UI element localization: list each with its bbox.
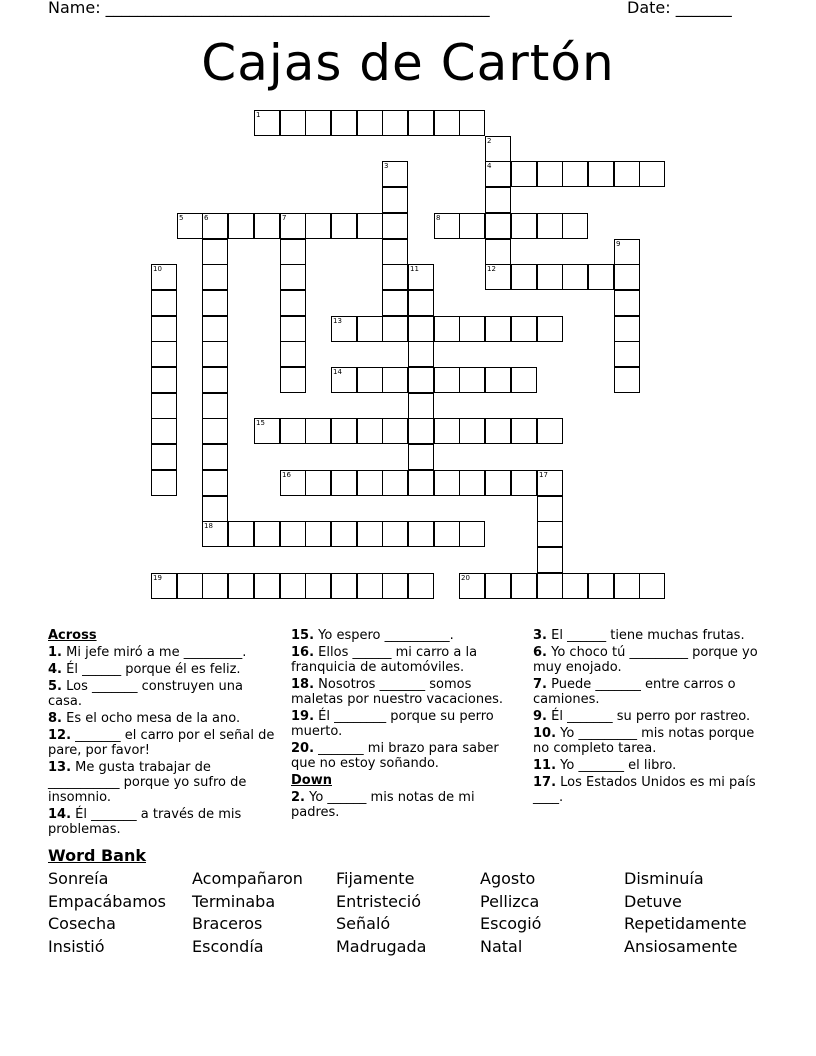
clue-across-15: 15. Yo espero __________. [291, 628, 454, 643]
grid-cell[interactable] [434, 418, 460, 444]
grid-cell[interactable] [202, 444, 228, 470]
grid-cell[interactable] [459, 573, 485, 599]
grid-cell[interactable] [408, 367, 434, 393]
grid-cell[interactable] [434, 316, 460, 342]
grid-cell[interactable] [202, 470, 228, 496]
grid-cell[interactable] [485, 316, 511, 342]
grid-cell[interactable] [202, 367, 228, 393]
grid-cell[interactable] [151, 393, 177, 419]
word-bank-item: Detuve [624, 892, 682, 911]
word-bank-item: Braceros [192, 914, 263, 933]
clue-number: 19 [153, 574, 162, 582]
word-bank-item: Cosecha [48, 914, 116, 933]
grid-cell[interactable] [382, 239, 408, 265]
grid-cell[interactable] [177, 213, 203, 239]
grid-cell[interactable] [254, 573, 280, 599]
clue-across-20: 20. _______ mi brazo para saber que no estoy soñando. [291, 741, 499, 771]
word-bank-item: Insistió [48, 937, 105, 956]
grid-cell[interactable] [408, 444, 434, 470]
grid-cell[interactable] [408, 316, 434, 342]
grid-cell[interactable] [382, 367, 408, 393]
grid-cell[interactable] [434, 470, 460, 496]
grid-cell[interactable] [434, 110, 460, 136]
grid-cell[interactable] [459, 470, 485, 496]
grid-cell[interactable] [408, 393, 434, 419]
grid-cell[interactable] [331, 110, 357, 136]
grid-cell[interactable] [588, 161, 614, 187]
grid-cell[interactable] [537, 496, 563, 522]
word-bank-item: Entristeció [336, 892, 422, 911]
grid-cell[interactable] [331, 418, 357, 444]
grid-cell[interactable] [537, 418, 563, 444]
grid-cell[interactable] [382, 161, 408, 187]
grid-cell[interactable] [537, 573, 563, 599]
clue-number: 8 [436, 214, 441, 222]
clue-across-18: 18. Nosotros _______ somos maletas por nuestro vacaciones. [291, 677, 504, 707]
grid-cell[interactable] [485, 367, 511, 393]
grid-cell[interactable] [639, 573, 665, 599]
grid-cell[interactable] [382, 187, 408, 213]
grid-cell[interactable] [305, 470, 331, 496]
grid-cell[interactable] [357, 213, 383, 239]
clue-across-14: 14. Él _______ a través de mis problemas. [48, 807, 242, 837]
clue-down-2: 2. Yo ______ mis notas de mi padres. [291, 790, 475, 820]
grid-cell[interactable] [305, 418, 331, 444]
grid-cell[interactable] [382, 573, 408, 599]
word-bank-item: Agosto [480, 869, 536, 888]
grid-cell[interactable] [357, 573, 383, 599]
grid-cell[interactable] [562, 161, 588, 187]
grid-cell[interactable] [228, 213, 254, 239]
grid-cell[interactable] [485, 418, 511, 444]
grid-cell[interactable] [485, 239, 511, 265]
grid-cell[interactable] [331, 521, 357, 547]
grid-cell[interactable] [331, 213, 357, 239]
grid-cell[interactable] [254, 521, 280, 547]
clues-column-3 [533, 628, 761, 807]
grid-cell[interactable] [228, 521, 254, 547]
word-bank-item: Empacábamos [48, 892, 166, 911]
grid-cell[interactable] [280, 418, 306, 444]
clue-down-7: 7. Puede _______ entre carros o camiones. [533, 677, 736, 707]
grid-cell[interactable] [537, 264, 563, 290]
across-heading: Across [48, 628, 97, 643]
grid-cell[interactable] [485, 161, 511, 187]
grid-cell[interactable] [177, 573, 203, 599]
grid-cell[interactable] [202, 239, 228, 265]
word-bank-item: Terminaba [192, 892, 276, 911]
grid-cell[interactable] [562, 264, 588, 290]
word-bank-item: Fijamente [336, 869, 415, 888]
clue-across-19: 19. Él ________ porque su perro muerto. [291, 709, 494, 739]
word-bank-item: Escondía [192, 937, 264, 956]
clue-down-17: 17. Los Estados Unidos es mi país ____. [533, 775, 756, 805]
grid-cell[interactable] [459, 213, 485, 239]
clue-number: 2 [487, 137, 492, 145]
grid-cell[interactable] [202, 393, 228, 419]
grid-cell[interactable] [485, 470, 511, 496]
grid-cell[interactable] [614, 290, 640, 316]
clue-down-3: 3. El ______ tiene muchas frutas. [533, 628, 745, 643]
grid-cell[interactable] [537, 161, 563, 187]
clue-number: 9 [616, 240, 621, 248]
grid-cell[interactable] [331, 470, 357, 496]
clue-number: 14 [333, 368, 342, 376]
grid-cell[interactable] [254, 213, 280, 239]
clue-number: 16 [282, 471, 291, 479]
grid-cell[interactable] [485, 136, 511, 162]
grid-cell[interactable] [228, 573, 254, 599]
grid-cell[interactable] [511, 418, 537, 444]
clue-number: 13 [333, 317, 342, 325]
word-bank-item: Señaló [336, 914, 391, 933]
grid-cell[interactable] [305, 521, 331, 547]
grid-cell[interactable] [331, 367, 357, 393]
grid-cell[interactable] [254, 110, 280, 136]
grid-cell[interactable] [151, 418, 177, 444]
grid-cell[interactable] [151, 341, 177, 367]
grid-cell[interactable] [511, 316, 537, 342]
grid-cell[interactable] [614, 316, 640, 342]
grid-cell[interactable] [254, 418, 280, 444]
grid-cell[interactable] [151, 290, 177, 316]
clue-across-13: 13. Me gusta trabajar de ___________ porque yo sufro de insomnio. [48, 760, 247, 805]
grid-cell[interactable] [485, 264, 511, 290]
grid-cell[interactable] [305, 110, 331, 136]
down-heading: Down [291, 773, 332, 788]
grid-cell[interactable] [614, 264, 640, 290]
grid-cell[interactable] [408, 418, 434, 444]
clue-number: 3 [384, 162, 389, 170]
clue-number: 20 [461, 574, 470, 582]
grid-cell[interactable] [614, 161, 640, 187]
clue-number: 6 [204, 214, 209, 222]
grid-cell[interactable] [614, 573, 640, 599]
grid-cell[interactable] [537, 521, 563, 547]
grid-cell[interactable] [280, 213, 306, 239]
grid-cell[interactable] [382, 290, 408, 316]
grid-cell[interactable] [202, 264, 228, 290]
clues-column-2 [291, 628, 519, 822]
name-field[interactable]: Name: ________________________________________________ [48, 0, 490, 17]
grid-cell[interactable] [280, 316, 306, 342]
grid-cell[interactable] [382, 316, 408, 342]
word-bank-item: Madrugada [336, 937, 427, 956]
grid-cell[interactable] [511, 470, 537, 496]
word-bank-item: Acompañaron [192, 869, 303, 888]
grid-cell[interactable] [280, 290, 306, 316]
grid-cell[interactable] [305, 573, 331, 599]
grid-cell[interactable] [202, 341, 228, 367]
grid-cell[interactable] [434, 213, 460, 239]
clue-number: 1 [256, 111, 261, 119]
clues-column-1 [48, 628, 276, 839]
grid-cell[interactable] [408, 110, 434, 136]
clue-down-9: 9. Él _______ su perro por rastreo. [533, 709, 751, 724]
grid-cell[interactable] [562, 573, 588, 599]
grid-cell[interactable] [151, 316, 177, 342]
clue-number: 17 [539, 471, 548, 479]
clue-number: 4 [487, 162, 492, 170]
grid-cell[interactable] [280, 573, 306, 599]
grid-cell[interactable] [331, 573, 357, 599]
grid-cell[interactable] [151, 444, 177, 470]
word-bank-item: Repetidamente [624, 914, 747, 933]
grid-cell[interactable] [357, 367, 383, 393]
grid-cell[interactable] [280, 367, 306, 393]
grid-cell[interactable] [511, 573, 537, 599]
grid-cell[interactable] [305, 213, 331, 239]
clue-number: 15 [256, 419, 265, 427]
grid-cell[interactable] [382, 213, 408, 239]
grid-cell[interactable] [202, 316, 228, 342]
clue-number: 11 [410, 265, 419, 273]
clue-number: 7 [282, 214, 287, 222]
clue-number: 12 [487, 265, 496, 273]
date-field[interactable]: Date: _______ [627, 0, 732, 17]
grid-cell[interactable] [151, 264, 177, 290]
grid-cell[interactable] [280, 264, 306, 290]
clue-number: 18 [204, 522, 213, 530]
grid-cell[interactable] [459, 521, 485, 547]
grid-cell[interactable] [511, 264, 537, 290]
grid-cell[interactable] [382, 470, 408, 496]
grid-cell[interactable] [331, 316, 357, 342]
clue-across-1: 1. Mi jefe miró a me _________. [48, 645, 247, 660]
grid-cell[interactable] [485, 187, 511, 213]
grid-cell[interactable] [614, 367, 640, 393]
grid-cell[interactable] [382, 521, 408, 547]
grid-cell[interactable] [202, 418, 228, 444]
grid-cell[interactable] [382, 418, 408, 444]
grid-cell[interactable] [202, 573, 228, 599]
grid-cell[interactable] [151, 367, 177, 393]
grid-cell[interactable] [357, 418, 383, 444]
grid-cell[interactable] [202, 521, 228, 547]
grid-cell[interactable] [459, 367, 485, 393]
word-bank-item: Pellizca [480, 892, 540, 911]
clue-across-8: 8. Es el ocho mesa de la ano. [48, 711, 241, 726]
clue-across-16: 16. Ellos ______ mi carro a la franquicia de automóviles. [291, 645, 478, 675]
grid-cell[interactable] [434, 521, 460, 547]
grid-cell[interactable] [614, 341, 640, 367]
grid-cell[interactable] [459, 418, 485, 444]
grid-cell[interactable] [408, 264, 434, 290]
grid-cell[interactable] [382, 110, 408, 136]
clue-number: 5 [179, 214, 184, 222]
grid-cell[interactable] [280, 341, 306, 367]
grid-cell[interactable] [151, 470, 177, 496]
grid-cell[interactable] [588, 573, 614, 599]
grid-cell[interactable] [202, 213, 228, 239]
grid-cell[interactable] [459, 316, 485, 342]
grid-cell[interactable] [537, 316, 563, 342]
grid-cell[interactable] [357, 110, 383, 136]
grid-cell[interactable] [614, 239, 640, 265]
grid-cell[interactable] [408, 573, 434, 599]
grid-cell[interactable] [202, 496, 228, 522]
grid-cell[interactable] [588, 264, 614, 290]
grid-cell[interactable] [537, 470, 563, 496]
grid-cell[interactable] [434, 367, 460, 393]
grid-cell[interactable] [511, 161, 537, 187]
clue-down-10: 10. Yo _________ mis notas porque no completo tarea. [533, 726, 755, 756]
clue-down-11: 11. Yo _______ el libro. [533, 758, 677, 773]
word-bank-item: Sonreía [48, 869, 109, 888]
grid-cell[interactable] [151, 573, 177, 599]
grid-cell[interactable] [280, 239, 306, 265]
grid-cell[interactable] [562, 213, 588, 239]
grid-cell[interactable] [408, 341, 434, 367]
grid-cell[interactable] [537, 213, 563, 239]
page-title: Cajas de Cartón [201, 34, 615, 92]
word-bank-title: Word Bank [48, 846, 147, 865]
clue-across-5: 5. Los _______ construyen una casa. [48, 679, 243, 709]
word-bank-item: Disminuía [624, 869, 704, 888]
grid-cell[interactable] [408, 290, 434, 316]
grid-cell[interactable] [357, 521, 383, 547]
clue-across-12: 12. _______ el carro por el señal de pare, por favor! [48, 728, 275, 758]
grid-cell[interactable] [357, 316, 383, 342]
grid-cell[interactable] [639, 161, 665, 187]
grid-cell[interactable] [408, 470, 434, 496]
grid-cell[interactable] [280, 110, 306, 136]
clue-number: 10 [153, 265, 162, 273]
grid-cell[interactable] [537, 547, 563, 573]
grid-cell[interactable] [485, 213, 511, 239]
grid-cell[interactable] [459, 110, 485, 136]
grid-cell[interactable] [280, 521, 306, 547]
grid-cell[interactable] [408, 521, 434, 547]
grid-cell[interactable] [485, 573, 511, 599]
grid-cell[interactable] [382, 264, 408, 290]
grid-cell[interactable] [202, 290, 228, 316]
clue-across-4: 4. Él ______ porque él es feliz. [48, 662, 241, 677]
word-bank-item: Natal [480, 937, 523, 956]
word-bank-item: Ansiosamente [624, 937, 738, 956]
grid-cell[interactable] [280, 470, 306, 496]
grid-cell[interactable] [511, 367, 537, 393]
word-bank-item: Escogió [480, 914, 542, 933]
grid-cell[interactable] [511, 213, 537, 239]
clue-down-6: 6. Yo choco tú _________ porque yo muy enojado. [533, 645, 758, 675]
grid-cell[interactable] [357, 470, 383, 496]
